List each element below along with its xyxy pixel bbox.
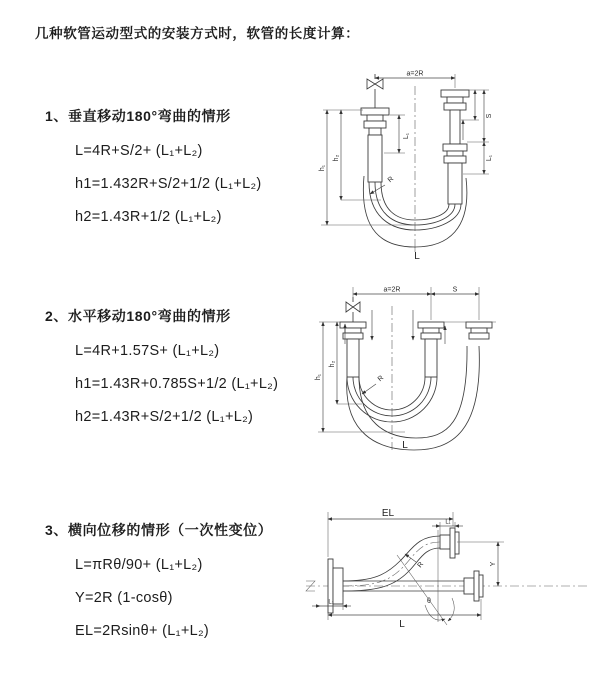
dim-label-el: EL <box>381 508 395 519</box>
diagram-horizontal-180 <box>310 282 592 456</box>
formula-length: L=4R+1.57S+ (L₁+L₂) <box>75 343 220 359</box>
radius-callout <box>362 375 385 394</box>
section-1-heading: 1、垂直移动180°弯曲的情形 <box>45 108 231 124</box>
formula-h2: h2=1.43R+1/2 (L₁+L₂) <box>75 209 222 225</box>
dim-label-r: R <box>376 374 386 384</box>
left-fitting <box>340 322 366 377</box>
diagram-2-drawing <box>310 282 592 456</box>
dim-label-a2r: a=2R <box>383 286 401 294</box>
right-fitting <box>441 90 469 204</box>
diagram-vertical-180 <box>313 70 585 262</box>
valve-icon <box>367 74 383 108</box>
diagram-3-drawing <box>298 502 600 669</box>
braided-hose-section <box>347 339 359 377</box>
dim-label-l: L <box>414 251 420 262</box>
dim-label-l: L <box>402 440 408 451</box>
formula-y: Y=2R (1-cosθ) <box>75 590 173 606</box>
dimension-l1-right <box>463 142 493 174</box>
formula-length: L=πRθ/90+ (L₁+L₂) <box>75 557 203 573</box>
dim-label-h2: h₂ <box>333 154 340 162</box>
section-2-formulas <box>75 335 278 434</box>
dim-label-r: R <box>416 560 426 570</box>
dimension-l <box>328 599 481 630</box>
displaced-hose-s-curve <box>343 536 440 591</box>
dimension-a2r <box>375 71 455 89</box>
dim-label-s: S <box>452 286 458 294</box>
dim-label-l1: L₁ <box>445 519 451 526</box>
section-3 <box>45 520 272 648</box>
dim-label-l1: L₁ <box>328 599 334 606</box>
dim-label-y: Y <box>490 561 497 567</box>
dim-label-l1: L₁ <box>486 154 493 162</box>
dim-label-h2: h₂ <box>329 360 336 368</box>
formula-el: EL=2Rsinθ+ (L₁+L₂) <box>75 623 210 639</box>
dimension-s <box>431 287 496 323</box>
length-callout <box>414 247 420 262</box>
right-fitting <box>466 322 492 339</box>
upper-right-flange <box>440 528 459 558</box>
dim-label-theta: θ <box>427 598 431 605</box>
braided-hose-section <box>425 339 437 377</box>
dim-label-a2r: a=2R <box>406 70 424 78</box>
page-title: 几种软管运动型式的安装方式时，软管的长度计算： <box>35 26 360 41</box>
diagram-lateral-displacement <box>298 502 600 669</box>
left-fitting <box>361 108 389 182</box>
section-2-heading: 2、水平移动180°弯曲的情形 <box>45 308 231 324</box>
dim-label-s: S <box>486 113 493 119</box>
formula-h1: h1=1.43R+0.785S+1/2 (L₁+L₂) <box>75 376 279 392</box>
dim-label-h1: h₁ <box>315 373 322 381</box>
diagram-1-drawing <box>313 70 585 262</box>
dimension-el <box>328 508 453 557</box>
section-3-heading: 3、横向位移的情形（一次性变位） <box>45 522 273 538</box>
middle-fitting <box>418 322 444 377</box>
section-1 <box>45 106 262 234</box>
formula-h2: h2=1.43R+S/2+1/2 (L₁+L₂) <box>75 409 254 425</box>
section-2 <box>45 306 278 434</box>
dim-label-l1: L₁ <box>403 132 410 140</box>
dim-label-h1: h₁ <box>319 164 326 172</box>
right-flange-original <box>464 571 483 601</box>
section-3-formulas <box>75 549 272 648</box>
dimension-l1-left <box>384 115 410 153</box>
dimension-s <box>461 90 493 142</box>
dim-label-r: R <box>386 175 396 185</box>
length-callout <box>402 440 408 451</box>
section-1-formulas <box>75 135 262 234</box>
dim-label-l: L <box>399 619 405 630</box>
formula-length: L=4R+S/2+ (L₁+L₂) <box>75 143 203 159</box>
formula-h1: h1=1.432R+S/2+1/2 (L₁+L₂) <box>75 176 262 192</box>
braided-hose-section <box>448 163 462 204</box>
braided-hose-section <box>368 135 382 182</box>
valve-icon <box>346 297 360 322</box>
